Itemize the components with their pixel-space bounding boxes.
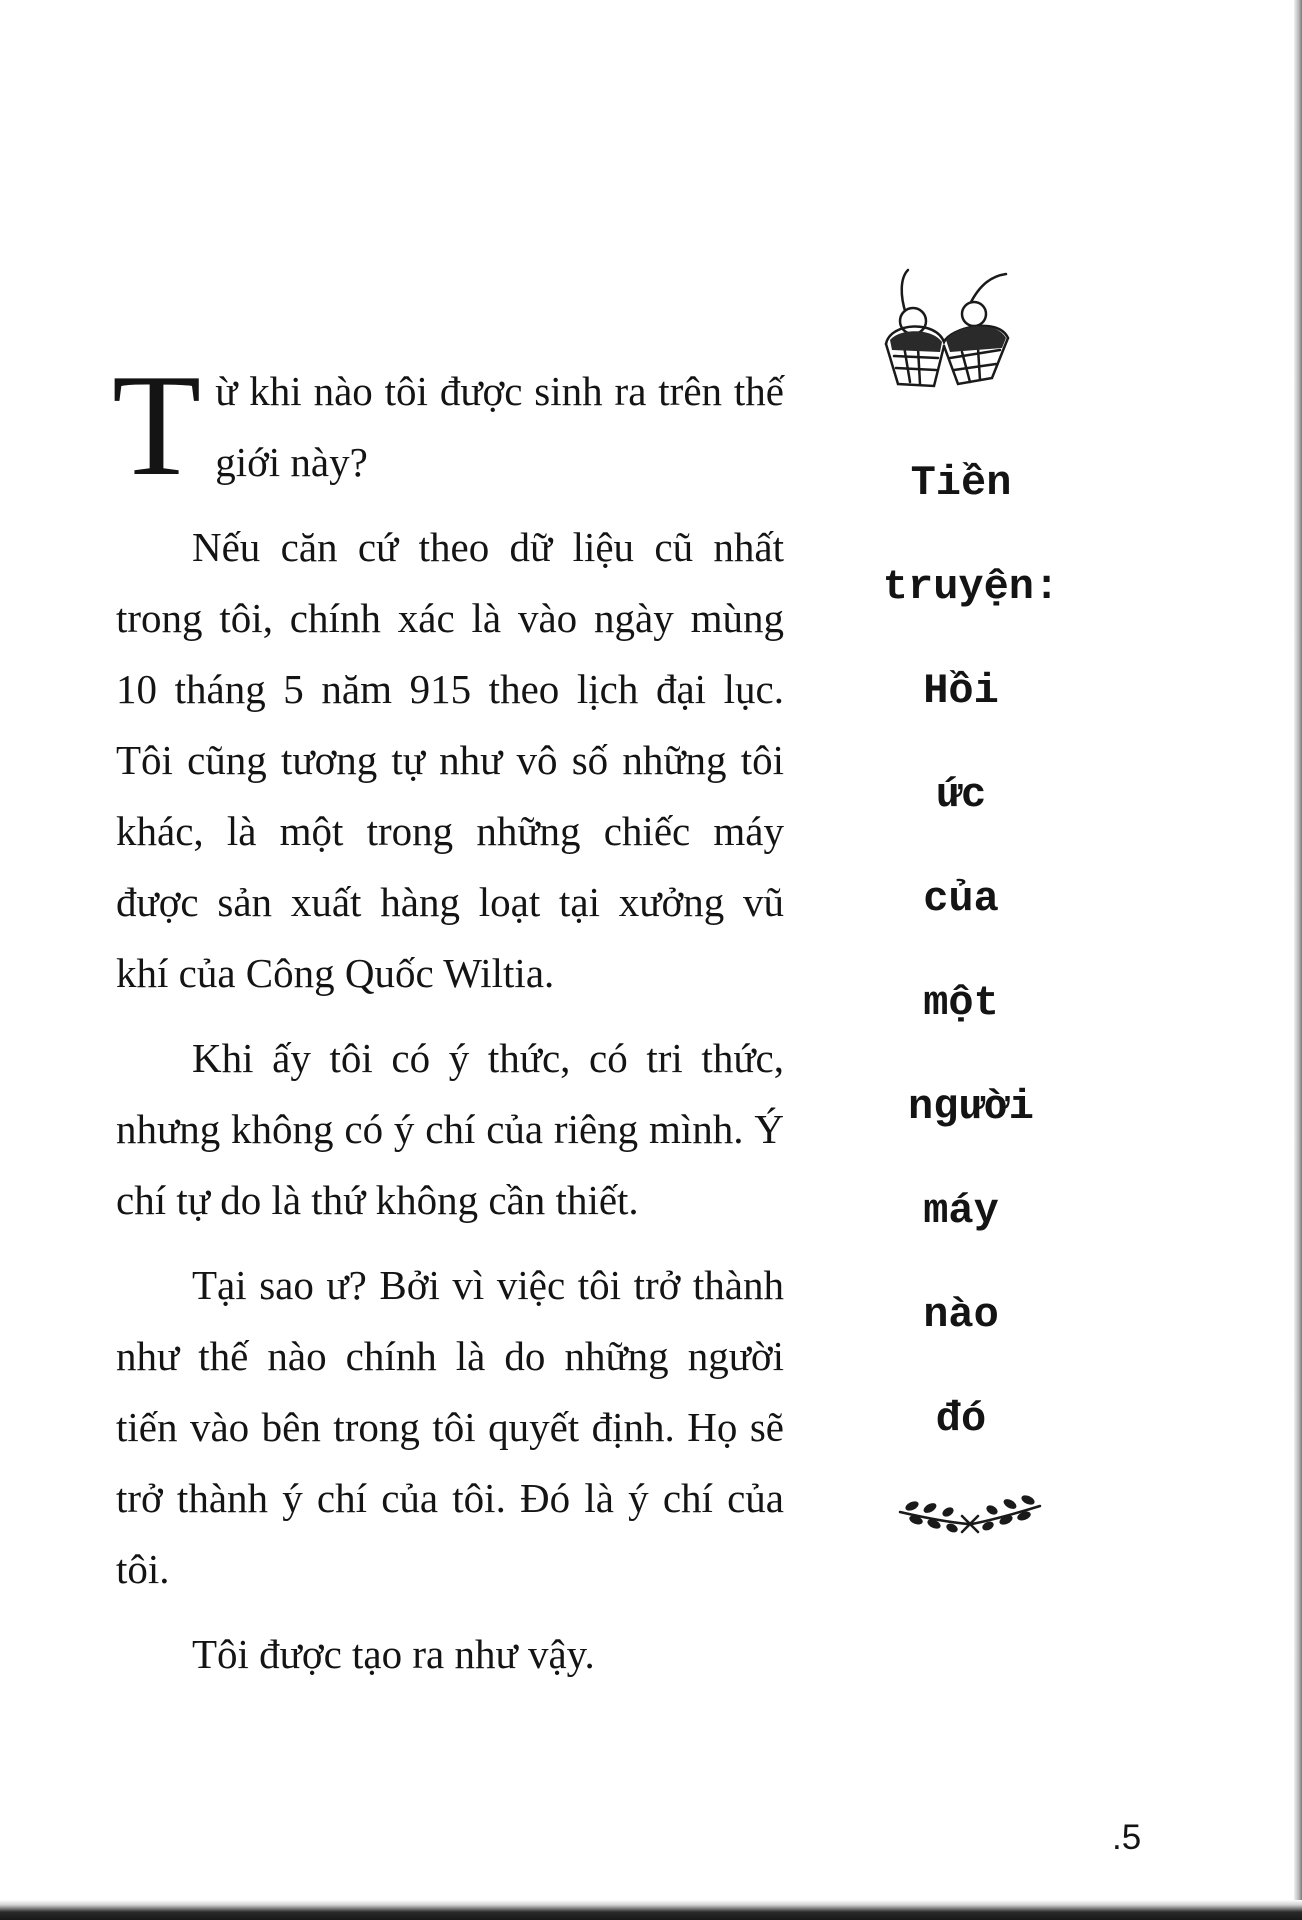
- chapter-title-word: đó: [935, 1395, 987, 1443]
- chapter-title-word: truyện:: [882, 563, 1060, 611]
- paragraph-3: Khi ấy tôi có ý thức, có tri thức, nhưng không có ý chí của riêng mình. Ý chí tự do là thứ không cần thiết.: [116, 1035, 784, 1223]
- laurel-icon: [896, 1488, 1044, 1538]
- cupcake-icon: [880, 266, 1014, 396]
- chapter-title-word: Tiền: [910, 459, 1012, 507]
- paragraph-5: Tôi được tạo ra như vậy.: [192, 1631, 595, 1677]
- page-number: .5: [1112, 1818, 1142, 1857]
- paragraph-4: Tại sao ư? Bởi vì việc tôi trở thành như thế nào chính là do những người tiến vào bên trong tôi quyết định. Họ sẽ trở thành ý chí của tôi. Đó là ý chí của tôi.: [116, 1262, 784, 1592]
- chapter-title-word: một: [923, 979, 999, 1027]
- chapter-title-word: ức: [935, 771, 987, 819]
- chapter-title: [850, 431, 1072, 1471]
- first-paragraph-text: ừ khi nào tôi được sinh ra trên thế giới này?: [215, 368, 784, 485]
- chapter-title-word: của: [923, 875, 999, 923]
- paragraph-2: Nếu căn cứ theo dữ liệu cũ nhất trong tôi, chính xác là vào ngày mùng 10 tháng 5 năm 915 theo lịch đại lục. Tôi cũng tương tự như vô số những tôi khác, là một trong những chiếc máy được sản xuất hàng loạt tại xưởng vũ khí của Công Quốc Wiltia.: [116, 524, 784, 996]
- page-edge-shadow: [1294, 0, 1302, 1920]
- body-text: [112, 344, 784, 1704]
- page-bottom-edge: [0, 1900, 1302, 1920]
- chapter-title-word: nào: [923, 1291, 999, 1339]
- chapter-title-word: Hồi: [923, 667, 999, 715]
- chapter-title-word: người: [907, 1083, 1035, 1131]
- first-paragraph: [112, 344, 784, 506]
- drop-cap: T: [112, 344, 202, 506]
- chapter-title-word: máy: [923, 1187, 999, 1235]
